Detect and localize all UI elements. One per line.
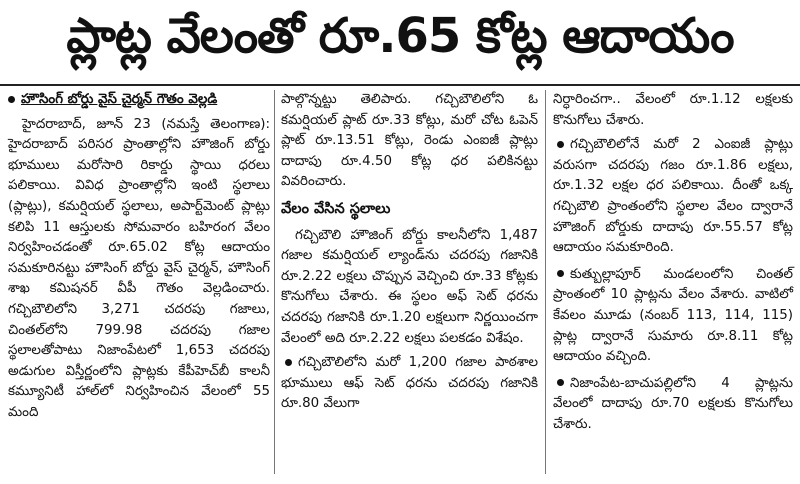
paragraph: గచ్చిబౌలి హౌజింగ్ బోర్డు కాలనీలోని 1,487 గజాల కమర్షియల్ ల్యాండ్‌ను చదరపు గజానికి రూ.2.22 లక్షలు చొప్పున వెచ్చించి రూ.33 కోట్లకు కొనుగోలు చేశారు. ఈ స్థలం అఫ్ సెట్ ధరను చదరపు గజానికి రూ.1.20 లక్షలుగా నిర్ణయించగా వేలంలో అది రూ.2.22 లక్షలు పలకడం విశేషం. bbox=[281, 227, 538, 346]
paragraph: నిర్ధారించగా.. వేలంలో రూ.1.12 లక్షలకు కొనుగోలు చేశారు. bbox=[553, 92, 793, 128]
bullet-text: నిజాంపేట-బాచుపల్లిలోని 4 ప్లాట్లను వేలంలో దాదాపు రూ.70 లక్షలకు కొనుగోలు చేశారు. bbox=[553, 375, 793, 432]
paragraph: హైదరాబాద్, జూన్ 23 (నమస్తే తెలంగాణ): హైదరాబాద్ పరిసర ప్రాంతాల్లోని హౌజింగ్ బోర్డు భూములు మరోసారి రికార్డు స్థాయి ధరలు పలికాయి. వివిధ ప్రాంతాల్లోని ఇంటి స్థలాలు (ప్లాట్లు), కమర్షియల్ స్థలాలు, అపార్ట్‌మెంట్ ప్లాట్లు కలిపి 11 ఆస్తులకు సోమవారం బహిరంగ వేలం నిర్వహించడంతో రూ.65.02 కోట్ల ఆదాయం సమకూరినట్టు హౌసింగ్ బోర్డు వైస్ చైర్మన్, హౌసింగ్ శాఖ కమిషనర్ వీపీ గౌతం వెల్లడించారు. గచ్చిబౌలిలోని 3,271 చదరపు గజాలు, చింతల్‌లోని 799.98 చదరపు గజాల స్థలాలతోపాటు నిజాంపేటలో 1,653 చదరపు అడుగుల విస్తీర్ణంలోని ప్లాట్లకు కేపీహెచ్‌బీ కాలనీ కమ్యూనిటీ హాల్‌లో నిర్వహించిన వేలంలో 55 మంది bbox=[8, 116, 270, 420]
bullet-item bbox=[553, 374, 793, 436]
bullet-text: గచ్చిబౌలిలోనే మరో 2 ఎంఐజీ ప్లాట్లు వరుసగా చదరపు గజం రూ.1.86 లక్షలు, రూ.1.32 లక్షల ధర పలికాయి. దీంతో ఒక్క గచ్చిబౌలి ప్రాంతంలోని స్థలాల వేలం ద్వారానే హౌజింగ్ బోర్డుకు దాదాపు రూ.55.57 కోట్ల ఆదాయం సమకూరింది. bbox=[553, 137, 793, 256]
headline: ప్లాట్ల వేలంతో రూ.65 కోట్ల ఆదాయం bbox=[66, 8, 734, 64]
article-column-2 bbox=[281, 90, 538, 484]
bullet-item bbox=[281, 353, 538, 415]
bullet-text: గచ్చిబౌలిలోని మరో 1,200 గజాల పాఠశాల భూములు ఆఫ్ సెట్ ధరను చదరపు గజానికి రూ.80 వేలుగా bbox=[281, 355, 538, 412]
bullet-icon bbox=[557, 270, 564, 277]
paragraph: పాల్గొన్నట్టు తెలిపారు. గచ్చిబౌలిలోని ఓ కమర్షియల్ ప్లాట్ రూ.33 కోట్లు, మరో చోట ఓపెన్ ప్లాట్ రూ.13.51 కోట్లు, రెండు ఎంఐజీ ప్లాట్లు దాదాపు రూ.4.50 కోట్ల ధర పలికినట్టు వివరించారు. bbox=[281, 92, 538, 190]
bullet-icon bbox=[557, 379, 564, 386]
article-column-1 bbox=[8, 90, 270, 484]
bullet-item bbox=[553, 265, 793, 368]
bullet-icon bbox=[557, 141, 564, 148]
bullet-text: కుత్బుల్లాపూర్ మండలంలోని చింతల్ ప్రాంతంలో 10 ప్లాట్లను వేలం వేశారు. వాటిలో కేవలం మూడు (నంబర్ 113, 114, 115) ప్లాట్ల ద్వారానే సుమారు రూ.8.11 కోట్ల ఆదాయం వచ్చింది. bbox=[553, 266, 793, 365]
article-column-3 bbox=[553, 90, 793, 484]
lead-title: హౌసింగ్ బోర్డు వైస్ చైర్మన్ గౌతం వెల్లడి bbox=[21, 92, 218, 107]
bullet-item bbox=[553, 135, 793, 259]
headline-rule bbox=[0, 84, 800, 86]
column-divider bbox=[545, 90, 546, 474]
bullet-icon bbox=[285, 359, 292, 366]
column-divider bbox=[274, 90, 275, 474]
lead-title-line bbox=[8, 90, 270, 111]
bullet-icon bbox=[8, 96, 15, 103]
subheading: వేలం వేసిన స్థలాలు bbox=[281, 200, 391, 217]
